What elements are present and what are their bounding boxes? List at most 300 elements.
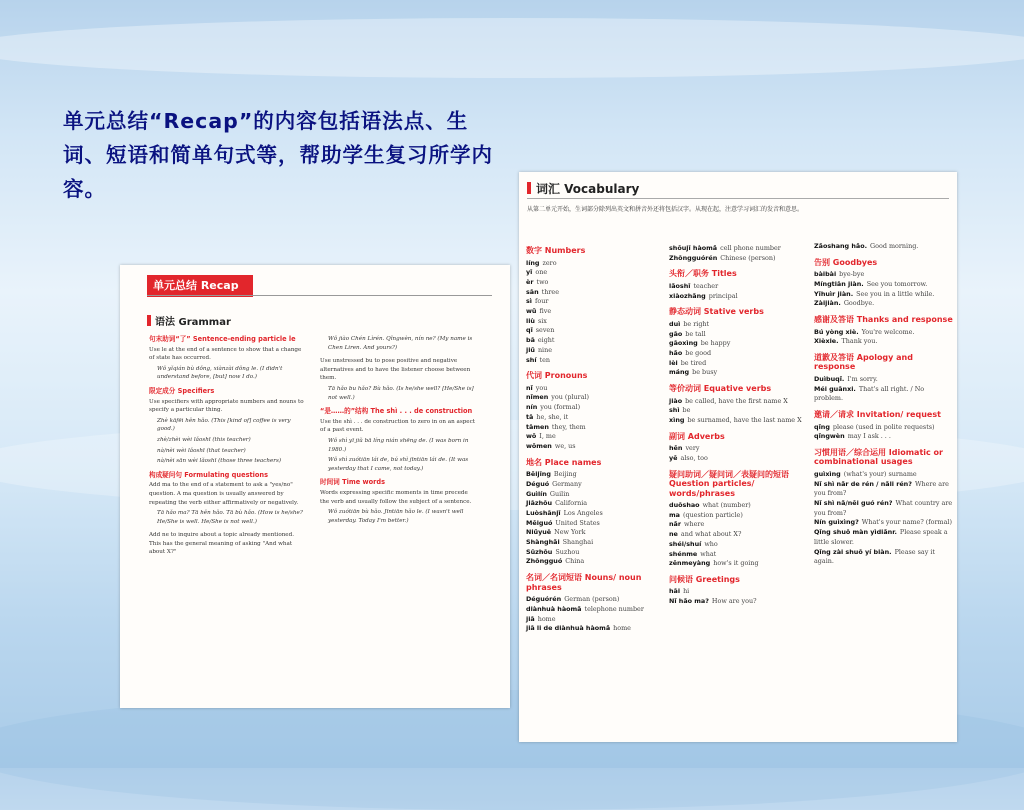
vocabulary-pinyin: diànhuà hàomǎ xyxy=(526,604,582,613)
vocabulary-section-heading: 道歉及答语 Apology and response xyxy=(814,352,913,372)
vocabulary-pinyin: hěn xyxy=(669,444,683,453)
vocabulary-entry xyxy=(669,397,807,407)
vocabulary-pinyin: sān xyxy=(526,287,539,296)
vocabulary-section-heading: 头衔／职务 Titles xyxy=(669,269,737,279)
vocabulary-entry xyxy=(669,454,807,464)
vocabulary-meaning: be xyxy=(682,406,691,415)
vocabulary-meaning: you (formal) xyxy=(540,403,581,412)
vocabulary-meaning: I, me xyxy=(539,432,556,441)
vocabulary-section xyxy=(814,353,954,404)
vocabulary-meaning: how's it going xyxy=(713,559,759,568)
vocabulary-pinyin: gāo xyxy=(669,329,683,338)
vocabulary-meaning: Thank you. xyxy=(841,337,878,346)
vocabulary-entry xyxy=(669,320,807,330)
vocabulary-entry xyxy=(526,393,661,403)
vocabulary-section-heading: 问候语 Greetings xyxy=(669,574,740,584)
grammar-heading-label: 语法 Grammar xyxy=(155,317,231,328)
vocabulary-meaning: Shanghai xyxy=(562,538,594,547)
vocabulary-pinyin: duōshao xyxy=(669,501,700,510)
vocabulary-pinyin: wǒmen xyxy=(526,441,552,450)
vocabulary-entry xyxy=(814,528,954,547)
vocabulary-section-heading: 名词／名词短语 Nouns/ noun phrases xyxy=(526,573,642,592)
bullet-bar-icon xyxy=(147,315,151,326)
vocabulary-entry xyxy=(669,292,807,302)
grammar-example: Zhè kāfēi hěn hǎo. (This [kind of] coffee is very good.) xyxy=(157,417,291,433)
vocabulary-entry xyxy=(669,444,807,454)
vocabulary-meaning: be busy xyxy=(692,368,718,377)
vocabulary-entry xyxy=(526,346,661,356)
vocabulary-meaning: two xyxy=(536,277,549,286)
recap-page-image xyxy=(120,265,510,708)
vocabulary-pinyin: máng xyxy=(669,368,690,377)
vocabulary-section xyxy=(669,575,807,607)
vocabulary-pinyin: líng xyxy=(526,258,540,267)
vocabulary-entry xyxy=(814,242,954,252)
grammar-example: Tā hǎo bu hǎo? Bù hǎo. (Is he/she well? [He/She is] not well.) xyxy=(328,385,474,401)
vocabulary-section-heading: 副词 Adverbs xyxy=(669,431,725,441)
vocabulary-pinyin: hāi xyxy=(669,587,681,596)
vocabulary-pinyin: jiào xyxy=(669,396,683,405)
grammar-heading xyxy=(147,313,231,328)
vocabulary-meaning: home xyxy=(537,614,556,623)
vocabulary-section xyxy=(814,315,954,347)
grammar-example: Wǒ shì yī jiǔ bā líng nián shēng de. (I was born in 1980.) xyxy=(328,437,469,453)
vocabulary-meaning: nine xyxy=(537,345,552,354)
grammar-explanation: Use specifiers with appropriate numbers and nouns to specify a particular thing. xyxy=(149,398,304,414)
vocabulary-section-heading: 静态动词 Stative verbs xyxy=(669,307,764,317)
vocabulary-meaning: ten xyxy=(539,355,551,364)
vocabulary-entry xyxy=(526,432,661,442)
vocabulary-pinyin: liù xyxy=(526,316,535,325)
vocabulary-entry xyxy=(526,326,661,336)
vocabulary-entry xyxy=(526,307,661,317)
vocabulary-pinyin: qǐng xyxy=(814,422,830,431)
vocabulary-meaning: California xyxy=(555,499,588,508)
vocabulary-meaning: very xyxy=(685,444,700,453)
vocabulary-meaning: teacher xyxy=(693,281,719,290)
vocabulary-pinyin: wǒ xyxy=(526,432,537,441)
vocabulary-section-heading: 等价动词 Equative verbs xyxy=(669,384,772,394)
vocabulary-meaning: be tired xyxy=(680,358,707,367)
vocabulary-entry xyxy=(814,480,954,499)
vocabulary-pinyin: Zhōngguórén xyxy=(669,253,718,262)
vocabulary-entry xyxy=(669,511,807,521)
grammar-section-heading: “是……的”结构 The shì . . . de construction xyxy=(320,407,473,416)
vocabulary-entry xyxy=(669,530,807,540)
vocabulary-meaning: telephone number xyxy=(584,604,644,613)
vocabulary-meaning: What country are you from? xyxy=(814,499,953,517)
vocabulary-pinyin: duì xyxy=(669,319,681,328)
vocabulary-pinyin: Guìlín xyxy=(526,489,547,498)
vocabulary-pinyin: tā xyxy=(526,412,534,421)
vocabulary-entry xyxy=(814,270,954,280)
grammar-explanation: Use the shì . . . de construction to zero in on an aspect of a past event. xyxy=(320,418,475,434)
vocabulary-entry xyxy=(814,548,954,567)
vocabulary-entry xyxy=(669,339,807,349)
vocabulary-entry xyxy=(669,520,807,530)
vocabulary-pinyin: ne xyxy=(669,530,678,539)
vocabulary-section xyxy=(669,384,807,426)
vocabulary-meaning: Goodbye. xyxy=(843,299,875,308)
vocabulary-meaning: bye-bye xyxy=(839,270,865,279)
vocabulary-pinyin: Jiāzhōu xyxy=(526,499,553,508)
vocabulary-section-heading: 告别 Goodbyes xyxy=(814,257,878,267)
vocabulary-pinyin: Qǐng shuō màn yìdiǎnr. xyxy=(814,528,897,537)
vocabulary-meaning: four xyxy=(535,297,549,306)
vocabulary-pinyin: shǒujī hàomǎ xyxy=(669,244,718,252)
vocabulary-pinyin: qǐngwèn xyxy=(814,432,845,441)
vocabulary-section xyxy=(814,448,954,567)
vocabulary-meaning: See you tomorrow. xyxy=(866,279,928,288)
vocabulary-entry xyxy=(526,423,661,433)
vocabulary-section xyxy=(526,573,661,634)
vocabulary-meaning: you (plural) xyxy=(551,393,590,402)
vocabulary-pinyin: Qǐng zài shuō yí biàn. xyxy=(814,547,892,556)
grammar-explanation: Use le at the end of a sentence to show that a change of state has occurred. xyxy=(149,346,302,362)
vocabulary-meaning: also, too xyxy=(680,453,708,462)
vocabulary-pinyin: Déguó xyxy=(526,479,550,488)
vocabulary-entry xyxy=(669,368,807,378)
vocabulary-meaning: See you in a little while. xyxy=(856,289,935,298)
grammar-explanation: Use unstressed bu to pose positive and negative alternatives and to have the listener choose between them. xyxy=(320,358,471,382)
grammar-explanation: Add ma to the end of a statement to ask a "yes/no" question. A ma question is usually answered by repeating the verb either affirmatively or negatively. xyxy=(149,482,299,506)
vocabulary-entry xyxy=(526,490,661,500)
vocabulary-column-2 xyxy=(669,244,807,613)
vocabulary-pinyin: Xièxie. xyxy=(814,337,839,346)
vocabulary-entry xyxy=(526,557,661,567)
vocabulary-entry xyxy=(814,518,954,528)
vocabulary-pinyin: qī xyxy=(526,326,533,335)
vocabulary-meaning: Germany xyxy=(552,479,582,488)
vocabulary-entry xyxy=(669,416,807,426)
vocabulary-heading-label: 词汇 Vocabulary xyxy=(536,182,640,196)
vocabulary-meaning: Los Angeles xyxy=(563,508,603,517)
vocabulary-meaning: hi xyxy=(683,587,690,596)
vocabulary-entry xyxy=(669,406,807,416)
vocabulary-meaning: New York xyxy=(554,528,586,537)
vocabulary-entry xyxy=(814,470,954,480)
vocabulary-pinyin: bàibài xyxy=(814,270,837,279)
vocabulary-pinyin: jiā xyxy=(526,614,535,623)
vocabulary-pinyin: zěnmeyàng xyxy=(669,559,711,568)
vocabulary-meaning: home xyxy=(613,624,631,633)
vocabulary-entry xyxy=(814,280,954,290)
vocabulary-entry xyxy=(669,597,807,607)
vocabulary-pinyin: Nǐ hǎo ma? xyxy=(669,597,709,606)
vocabulary-entry xyxy=(814,385,954,404)
divider xyxy=(527,198,949,199)
vocabulary-pinyin: nǎr xyxy=(669,520,682,529)
vocabulary-meaning: what (number) xyxy=(702,501,751,510)
grammar-section xyxy=(149,531,307,557)
vocabulary-entry xyxy=(526,297,661,307)
vocabulary-meaning: cell phone number xyxy=(720,244,781,252)
vocabulary-meaning: (question particle) xyxy=(682,510,743,519)
vocabulary-entry xyxy=(526,384,661,394)
vocabulary-meaning: You're welcome. xyxy=(861,327,915,336)
vocabulary-section-heading: 数字 Numbers xyxy=(526,246,586,255)
vocabulary-meaning: principal xyxy=(708,291,738,300)
vocabulary-meaning: he, she, it xyxy=(536,412,569,421)
vocabulary-pinyin: shí xyxy=(526,355,537,364)
vocabulary-entry xyxy=(526,538,661,548)
vocabulary-pinyin: Méi guānxi. xyxy=(814,384,856,393)
vocabulary-pinyin: Luòshānjī xyxy=(526,508,561,517)
vocabulary-entry xyxy=(526,403,661,413)
vocabulary-pinyin: lèi xyxy=(669,358,678,367)
vocabulary-meaning: seven xyxy=(535,326,555,335)
vocabulary-pinyin: nǐmen xyxy=(526,393,549,402)
vocabulary-meaning: Please say it again. xyxy=(814,547,935,566)
vocabulary-pinyin: Zǎoshang hǎo. xyxy=(814,242,868,250)
vocabulary-entry xyxy=(814,290,954,300)
vocabulary-meaning: five xyxy=(539,307,552,316)
vocabulary-pinyin: shénme xyxy=(669,549,698,558)
divider xyxy=(147,295,492,296)
recap-banner: 单元总结 Recap xyxy=(147,275,253,297)
grammar-section xyxy=(149,387,307,466)
vocabulary-pinyin: Míngtiān jiàn. xyxy=(814,279,864,288)
vocabulary-entry xyxy=(669,501,807,511)
grammar-section xyxy=(320,335,478,352)
vocabulary-pinyin: Nǐ shì nǎ/něi guó rén? xyxy=(814,499,893,508)
grammar-example: zhè/zhèi wèi lǎoshī (this teacher) xyxy=(157,436,251,443)
vocabulary-meaning: zero xyxy=(542,258,557,267)
grammar-section xyxy=(320,478,478,525)
vocabulary-entry xyxy=(814,375,954,385)
vocabulary-pinyin: Duìbuqǐ. xyxy=(814,374,845,383)
grammar-example: Tā hǎo ma? Tā hěn hǎo. Tā bù hǎo. (How is he/she? He/She is well. He/She is not well.) xyxy=(157,510,303,525)
grammar-section xyxy=(320,407,478,473)
vocabulary-entry xyxy=(526,509,661,519)
vocabulary-meaning: How are you? xyxy=(711,597,757,606)
vocabulary-entry xyxy=(669,587,807,597)
vocabulary-pinyin: yě xyxy=(669,453,678,462)
vocabulary-entry xyxy=(526,528,661,538)
vocabulary-pinyin: wǔ xyxy=(526,307,537,316)
vocabulary-entry xyxy=(669,330,807,340)
vocabulary-entry xyxy=(814,328,954,338)
grammar-section xyxy=(149,471,307,527)
vocabulary-entry xyxy=(669,282,807,292)
vocabulary-pinyin: Běijīng xyxy=(526,470,551,479)
vocabulary-intro: 从第二单元开始，生词部分除列出英文和拼音外还将包括汉字。从现在起，注意学习词汇的发音和意思。 xyxy=(527,206,804,213)
vocabulary-pinyin: Měiguó xyxy=(526,518,553,527)
vocabulary-meaning: one xyxy=(535,268,548,277)
vocabulary-pinyin: tāmen xyxy=(526,422,549,431)
vocabulary-entry xyxy=(526,624,661,634)
vocabulary-section xyxy=(669,269,807,301)
vocabulary-entry xyxy=(526,336,661,346)
vocabulary-entry xyxy=(526,470,661,480)
vocabulary-column-3 xyxy=(814,242,954,573)
vocabulary-entry xyxy=(814,499,954,518)
grammar-section-heading: 句末助词“了” Sentence-ending particle le xyxy=(149,335,296,343)
vocabulary-pinyin: Zhōngguó xyxy=(526,557,563,566)
vocabulary-meaning: Suzhou xyxy=(555,547,580,556)
vocabulary-meaning: what xyxy=(700,549,717,558)
vocabulary-meaning: Guilin xyxy=(549,489,570,498)
vocabulary-pinyin: shéi/shuí xyxy=(669,539,702,548)
vocabulary-entry xyxy=(526,259,661,269)
vocabulary-entry xyxy=(526,548,661,558)
vocabulary-meaning: who xyxy=(704,539,718,548)
grammar-example: nà/nèi sān wèi lǎoshī (those three teachers) xyxy=(157,458,282,465)
vocabulary-meaning: and what about X? xyxy=(680,530,742,539)
vocabulary-pinyin: bā xyxy=(526,336,535,345)
vocabulary-entry xyxy=(526,442,661,452)
grammar-example: Wǒ zuótiān bù hǎo. Jīntiān hǎo le. (I wasn't well yesterday. Today I'm better.) xyxy=(328,509,464,524)
vocabulary-pinyin: èr xyxy=(526,277,534,286)
vocabulary-entry xyxy=(669,550,807,560)
vocabulary-meaning: (what's your) surname xyxy=(843,469,917,478)
vocabulary-section xyxy=(814,410,954,442)
vocabulary-meaning: you xyxy=(535,383,548,392)
vocabulary-pinyin: guìxìng xyxy=(814,469,841,478)
vocabulary-section xyxy=(814,242,954,252)
vocabulary-entry xyxy=(526,615,661,625)
vocabulary-entry xyxy=(526,499,661,509)
vocabulary-meaning: be tall xyxy=(685,329,706,338)
vocabulary-pinyin: lǎoshī xyxy=(669,281,691,290)
vocabulary-pinyin: jiā li de diànhuà hàomǎ xyxy=(526,624,611,633)
vocabulary-entry xyxy=(669,540,807,550)
vocabulary-entry xyxy=(526,288,661,298)
vocabulary-meaning: Good morning. xyxy=(870,242,919,250)
vocabulary-pinyin: ma xyxy=(669,510,680,519)
vocabulary-section-heading: 邀请／请求 Invitation/ request xyxy=(814,410,941,420)
vocabulary-pinyin: Yīhuìr jiàn. xyxy=(814,289,854,298)
vocabulary-meaning: may I ask . . . xyxy=(847,432,891,441)
grammar-example: Wǒ shì zuótiān lái de, bú shì jīntiān lái de. (It was yesterday that I came, not today.) xyxy=(328,457,469,472)
vocabulary-section xyxy=(669,244,807,263)
vocabulary-pinyin: shì xyxy=(669,406,680,415)
vocabulary-meaning: be surnamed, have the last name X xyxy=(687,415,802,424)
vocabulary-meaning: Chinese (person) xyxy=(720,253,776,262)
vocabulary-entry xyxy=(526,519,661,529)
grammar-section xyxy=(149,335,307,382)
vocabulary-meaning: six xyxy=(537,316,547,325)
vocabulary-pinyin: xìng xyxy=(669,415,685,424)
vocabulary-section xyxy=(669,307,807,378)
grammar-example: Wǒ jiào Chén Lìrén. Qǐngwèn, nín ne? (My name is Chen Liren. And yours?) xyxy=(328,336,473,351)
vocabulary-pinyin: Sūzhōu xyxy=(526,547,553,556)
vocabulary-column-1 xyxy=(526,246,661,640)
vocabulary-pinyin: Bú yòng xiè. xyxy=(814,327,859,336)
vocabulary-pinyin: Zàijiàn. xyxy=(814,299,841,308)
grammar-section-heading: 构成疑问句 Formulating questions xyxy=(149,470,269,479)
vocabulary-entry xyxy=(669,349,807,359)
grammar-explanation: Words expressing specific moments in time precede the verb and usually follow the subject of a sentence. xyxy=(320,489,472,505)
vocabulary-pinyin: gāoxìng xyxy=(669,339,698,348)
vocabulary-pinyin: jiǔ xyxy=(526,345,535,354)
vocabulary-entry xyxy=(526,268,661,278)
grammar-section xyxy=(320,357,478,402)
vocabulary-section xyxy=(526,246,661,365)
vocabulary-pinyin: Nín guìxìng? xyxy=(814,518,859,527)
vocabulary-pinyin: nǐ xyxy=(526,383,533,392)
vocabulary-pinyin: xiàozhǎng xyxy=(669,291,706,300)
vocabulary-section-heading: 地名 Place names xyxy=(526,457,602,467)
vocabulary-pinyin: nín xyxy=(526,403,538,412)
vocabulary-section xyxy=(526,458,661,568)
vocabulary-page-image xyxy=(519,172,957,742)
vocabulary-meaning: That's all right. / No problem. xyxy=(814,384,925,403)
vocabulary-meaning: where xyxy=(684,520,705,529)
vocabulary-pinyin: yī xyxy=(526,268,533,277)
vocabulary-pinyin: Déguórén xyxy=(526,595,562,604)
vocabulary-meaning: Beijing xyxy=(553,470,577,479)
vocabulary-meaning: we, us xyxy=(554,441,576,450)
vocabulary-entry xyxy=(814,299,954,309)
grammar-section-heading: 时间词 Time words xyxy=(320,478,385,487)
vocabulary-entry xyxy=(669,244,807,254)
slide-caption: 单元总结“Recap”的内容包括语法点、生词、短语和简单句式等，帮助学生复习所学内容。 xyxy=(63,109,493,201)
vocabulary-meaning: they, them xyxy=(551,422,586,431)
vocabulary-entry xyxy=(814,337,954,347)
vocabulary-entry xyxy=(526,317,661,327)
vocabulary-entry xyxy=(669,254,807,264)
vocabulary-meaning: United States xyxy=(555,518,600,527)
vocabulary-meaning: What's your name? (formal) xyxy=(861,518,952,527)
recap-column-right xyxy=(320,335,478,530)
vocabulary-meaning: be happy xyxy=(700,339,731,348)
grammar-example: Wǒ yǐqián bù dǒng, xiànzài dǒng le. (I didn't understand before, [but] now I do.) xyxy=(157,365,283,381)
vocabulary-entry xyxy=(526,480,661,490)
vocabulary-pinyin: Nǐ shì nǎr de rén / nǎli rén? xyxy=(814,479,912,488)
vocabulary-section xyxy=(526,371,661,451)
background-wave xyxy=(0,18,1024,78)
vocabulary-entry xyxy=(526,413,661,423)
vocabulary-meaning: Where are you from? xyxy=(814,479,949,498)
recap-column-left xyxy=(149,335,307,562)
vocabulary-entry xyxy=(526,595,661,605)
vocabulary-entry xyxy=(814,423,954,433)
vocabulary-meaning: three xyxy=(541,287,559,296)
vocabulary-meaning: China xyxy=(565,557,585,566)
vocabulary-pinyin: Shànghǎi xyxy=(526,538,560,547)
vocabulary-meaning: be called, have the first name X xyxy=(685,396,788,405)
vocabulary-entry xyxy=(526,278,661,288)
vocabulary-entry xyxy=(669,359,807,369)
grammar-section-heading: 限定成分 Specifiers xyxy=(149,386,215,395)
vocabulary-pinyin: hǎo xyxy=(669,348,683,357)
vocabulary-entry xyxy=(526,605,661,615)
vocabulary-meaning: eight xyxy=(537,336,555,345)
bullet-bar-icon xyxy=(527,182,531,194)
vocabulary-meaning: German (person) xyxy=(564,595,620,604)
vocabulary-meaning: Please speak a little slower. xyxy=(814,528,948,546)
vocabulary-section-heading: 感谢及答语 Thanks and response xyxy=(814,315,953,325)
vocabulary-pinyin: sì xyxy=(526,297,532,306)
vocabulary-section-heading: 疑问助词／疑问词／表疑问的短语 Question particles/ words/phrases xyxy=(669,469,789,498)
vocabulary-meaning: I'm sorry. xyxy=(847,374,878,383)
vocabulary-section xyxy=(669,470,807,569)
vocabulary-pinyin: Niǔyuē xyxy=(526,528,552,537)
vocabulary-meaning: be good xyxy=(685,348,712,357)
vocabulary-section-heading: 习惯用语／综合运用 Idiomatic or combinational usages xyxy=(814,447,943,467)
vocabulary-section xyxy=(814,258,954,309)
vocabulary-heading xyxy=(527,180,639,197)
vocabulary-entry xyxy=(814,432,954,442)
vocabulary-entry xyxy=(669,559,807,569)
vocabulary-meaning: please (used in polite requests) xyxy=(832,422,935,431)
vocabulary-section xyxy=(669,432,807,464)
grammar-explanation: Add ne to inquire about a topic already mentioned. This has the general meaning of asking "And what about X?" xyxy=(149,532,294,556)
vocabulary-section-heading: 代词 Pronouns xyxy=(526,371,588,381)
vocabulary-meaning: be right xyxy=(683,319,710,328)
grammar-example: nà/nèi wèi lǎoshī (that teacher) xyxy=(157,447,246,454)
